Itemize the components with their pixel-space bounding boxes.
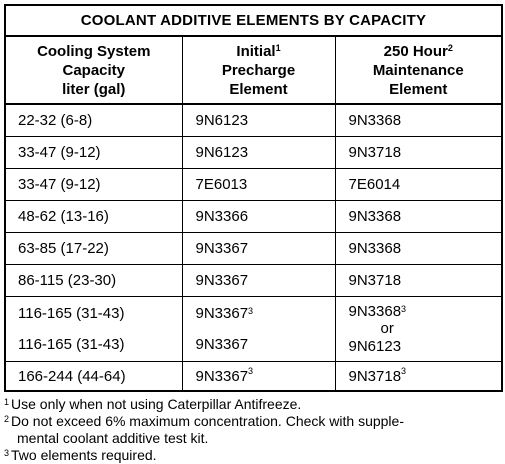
header-capacity-line: Capacity [62, 61, 126, 79]
initial-element-cell: 7E6013 [182, 169, 335, 201]
table-row [5, 265, 502, 297]
header-capacity [5, 36, 182, 104]
maintenance-part-number: 9N3718 [348, 367, 402, 385]
footnote-mark: 2 [4, 414, 10, 424]
capacity-cell: 166-244 (44-64) [5, 362, 182, 392]
initial-element-cell [182, 362, 335, 392]
footnotes [4, 396, 501, 464]
coolant-additive-document [4, 4, 501, 464]
table-title: COOLANT ADDITIVE ELEMENTS BY CAPACITY [5, 5, 502, 36]
footnote-marker: 3 [248, 365, 254, 376]
table-row [5, 137, 502, 169]
initial-element-cell: 9N3366 [182, 201, 335, 233]
footnote-marker: 3 [401, 365, 407, 376]
header-initial-line [189, 42, 329, 61]
maintenance-element-cell: 9N3718 [335, 265, 502, 297]
initial-part-number: 9N3367 [195, 367, 249, 385]
header-maintenance-line: Element [389, 80, 448, 98]
footnote-2-continued: mental coolant additive test kit. [17, 430, 209, 446]
header-maintenance-line [342, 42, 496, 61]
maintenance-element-cell: 9N3718 [335, 137, 502, 169]
initial-element-cell: 9N6123 [182, 104, 335, 137]
maintenance-element-cell: 7E6014 [335, 169, 502, 201]
initial-element-cell: 9N3367 [182, 233, 335, 265]
footnote-marker: 3 [248, 306, 254, 316]
table-row [5, 104, 502, 137]
header-capacity-line: Cooling System [37, 42, 151, 60]
initial-element-cell: 9N3367 [182, 265, 335, 297]
table-row [5, 362, 502, 392]
capacity-cell: 22-32 (6-8) [5, 104, 182, 137]
initial-part-number: 9N3367 [195, 305, 249, 322]
or-separator: or [380, 320, 394, 337]
header-initial-line: Precharge [221, 61, 296, 79]
spacer [18, 323, 176, 335]
footnote-marker: 3 [401, 304, 407, 314]
footnote-text: Two elements required. [11, 447, 157, 463]
footnote-marker: 2 [447, 42, 453, 53]
maintenance-part-number: 9N3368 [348, 303, 402, 320]
footnote-2 [4, 413, 501, 430]
header-capacity-line: liter (gal) [62, 80, 126, 98]
capacity-cell: 33-47 (9-12) [5, 137, 182, 169]
header-maintenance-line: Maintenance [372, 61, 464, 79]
table-title-row [5, 5, 502, 36]
maintenance-element-cell [335, 362, 502, 392]
header-maintenance-word: 250 Hour [383, 42, 448, 60]
initial-element-cell [182, 297, 335, 362]
initial-element-cell: 9N6123 [182, 137, 335, 169]
maintenance-value [349, 302, 496, 321]
capacity-value: 116-165 (31-43) [18, 305, 125, 322]
maintenance-element-cell: 9N3368 [335, 104, 502, 137]
footnote-mark: 1 [4, 397, 10, 407]
footnote-mark: 3 [4, 448, 10, 458]
footnote-3 [4, 447, 501, 464]
table-row [5, 169, 502, 201]
header-initial-line: Element [229, 80, 288, 98]
table-row [5, 201, 502, 233]
table-row [5, 233, 502, 265]
initial-value: 9N3367 [195, 336, 249, 353]
maintenance-value: 9N6123 [348, 338, 402, 355]
capacity-cell: 63-85 (17-22) [5, 233, 182, 265]
header-row [5, 36, 502, 104]
maintenance-element-cell: 9N3368 [335, 233, 502, 265]
initial-value [196, 304, 329, 323]
maintenance-element-cell [335, 297, 502, 362]
header-initial-word: Initial [236, 42, 276, 60]
header-initial-precharge [182, 36, 335, 104]
footnote-1 [4, 396, 501, 413]
coolant-additive-table [4, 4, 503, 392]
capacity-cell: 33-47 (9-12) [5, 169, 182, 201]
footnote-text: Use only when not using Caterpillar Antifreeze. [11, 396, 302, 412]
footnote-marker: 1 [275, 42, 281, 53]
capacity-cell [5, 297, 182, 362]
header-maintenance [335, 36, 502, 104]
table-row-split [5, 297, 502, 362]
capacity-cell: 48-62 (13-16) [5, 201, 182, 233]
maintenance-element-cell: 9N3368 [335, 201, 502, 233]
spacer [196, 323, 329, 335]
capacity-value: 116-165 (31-43) [18, 336, 125, 353]
capacity-cell: 86-115 (23-30) [5, 265, 182, 297]
footnote-text: Do not exceed 6% maximum concentration. Check with supple- [11, 413, 404, 429]
